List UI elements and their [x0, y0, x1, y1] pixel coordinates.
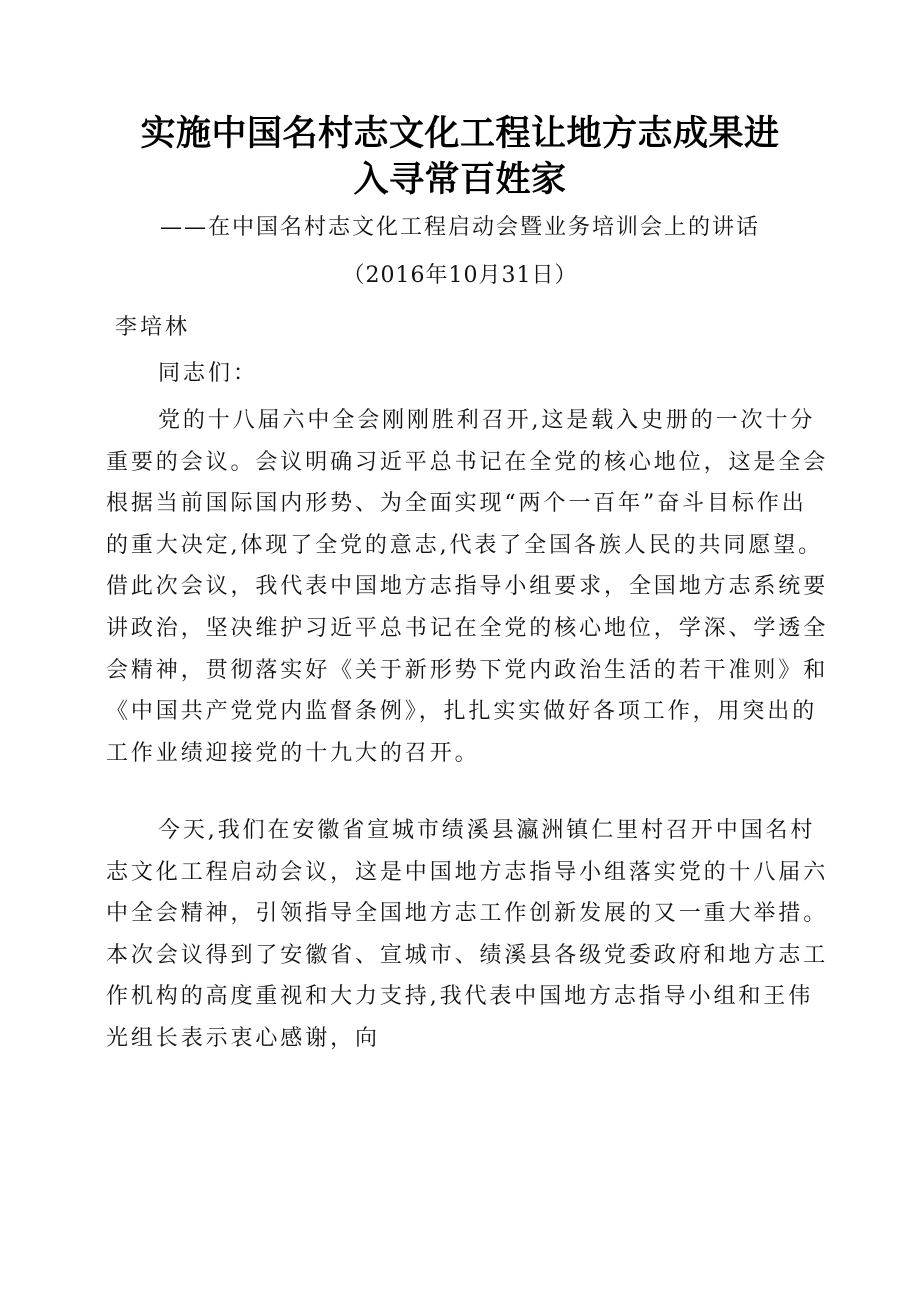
title-line-2: 入寻常百姓家 — [353, 160, 567, 200]
paragraph-line: 重要的会议。会议明确习近平总书记在全党的核心地位，这是全会 — [106, 449, 829, 475]
paragraph-line: 志文化工程启动会议，这是中国地方志指导小组落实党的十八届六 — [106, 859, 829, 885]
paragraph-2 — [106, 813, 829, 1063]
greeting: 同志们： — [158, 361, 259, 386]
paragraph-line: 中全会精神，引领指导全国地方志工作创新发展的又一重大举措。 — [106, 901, 829, 927]
paragraph-line: 会精神，贯彻落实好《关于新形势下党内政治生活的若干准则》和 — [106, 657, 829, 683]
paragraph-line: 讲政治，坚决维护习近平总书记在全党的核心地位，学深、学透全 — [106, 615, 829, 641]
paragraph-line: 党的十八届六中全会刚刚胜利召开,这是载入史册的一次十分 — [158, 408, 816, 433]
paragraph-line: 作机构的高度重视和大力支持,我代表中国地方志指导小组和王伟 — [106, 984, 814, 1010]
paragraph-line: 借此次会议，我代表中国地方志指导小组要求，全国地方志系统要 — [106, 574, 829, 600]
paragraph-line: 本次会议得到了安徽省、宣城市、绩溪县各级党委政府和地方志工 — [106, 942, 829, 968]
paragraph-line: 《中国共产党党内监督条例》，扎扎实实做好各项工作，用突出的 — [106, 699, 818, 725]
paragraph-line: 工作业绩迎接党的十九大的召开。 — [106, 740, 480, 766]
paragraph-1 — [106, 403, 829, 777]
title-line-1: 实施中国名村志文化工程让地方志成果进 — [140, 114, 780, 154]
author-name: 李培林 — [115, 315, 191, 340]
speech-date: （2016年10月31日） — [342, 263, 578, 288]
paragraph-line: 根据当前国际国内形势、为全面实现“两个一百年”奋斗目标作出 — [106, 491, 807, 517]
subtitle: ——在中国名村志文化工程启动会暨业务培训会上的讲话 — [159, 215, 760, 240]
paragraph-line: 今天,我们在安徽省宣城市绩溪县瀛洲镇仁里村召开中国名村 — [158, 818, 816, 843]
paragraph-line: 的重大决定,体现了全党的意志,代表了全国各族人民的共同愿望。 — [106, 532, 823, 558]
paragraph-line: 光组长表示衷心感谢，向 — [106, 1025, 380, 1051]
